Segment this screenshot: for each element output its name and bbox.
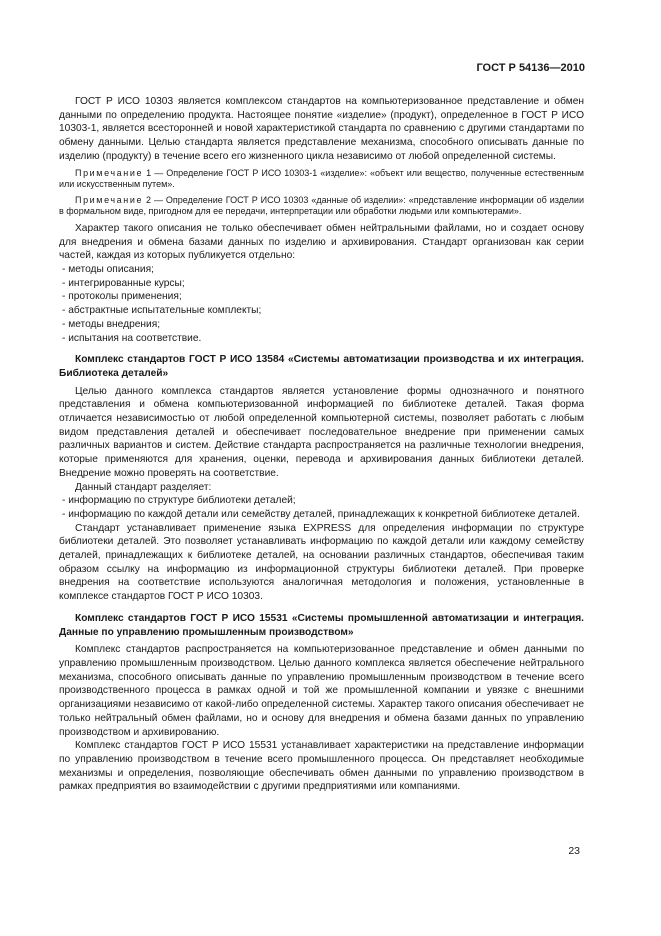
list-item: - интегрированные курсы; bbox=[62, 277, 185, 289]
page-number: 23 bbox=[568, 845, 580, 857]
section-heading-13584: Комплекс стандартов ГОСТ Р ИСО 13584 «Системы автоматизации производства и их интеграция. Библиотека деталей» bbox=[59, 354, 584, 379]
section-heading-15531: Комплекс стандартов ГОСТ Р ИСО 15531 «Системы промышленной автоматизации и интеграция. Данные по управлению промышленным производством» bbox=[59, 612, 584, 638]
paragraph-purpose: Целью данного комплекса стандартов является установление формы однозначного и понятного представления и обмена компьютеризованной информацией по библиотеке деталей. Такая форма отличается независимостью от любой определенной компьютерной системы, позволяет работать с любым видом представления деталей и обеспечивает последовательное внедрение при применении самых различных вариантов и систем. Действие стандарта распространяется на различные технологии внедрения, которые применяются для хранения, оценки, перевода и архивирования данных библиотеки деталей. Внедрение можно проверять на соответствие. bbox=[59, 385, 584, 479]
paragraph-express: Стандарт устанавливает применение языка EXPRESS для определения информации по структуре библиотеки деталей. Это позволяет устанавливать информацию по каждой детали или каждому семейству деталей, принадлежащих к библиотеке деталей, на основании различных стандартов, обеспечивая таким образом ссылку на информацию из информационной структуры библиотеки деталей. При проверке внедрения на соответствие используются аналогичная методология и положения, установленные в комплексе стандартов ГОСТ Р ИСО 10303. bbox=[59, 522, 584, 603]
paragraph-scope: Комплекс стандартов распространяется на компьютеризованное представление и обмен данными по управлению промышленным производством. Целью данного комплекса является обеспечение нейтрального механизма, способного описывать данные по управлению промышленным производством в течение всего производственного процесса в рамках одной и той же промышленной компании и увязке с внешними организациями независимо от какой-либо определенной системы. Характер такого описания обеспечивает не только нейтральный обмен файлами, но и основу для внедрения и обмена базами данных по управлению производством и архивированию. bbox=[59, 644, 584, 738]
standard-code: ГОСТ Р 54136—2010 bbox=[476, 62, 585, 74]
divides-list bbox=[59, 494, 584, 521]
list-item: - протоколы применения; bbox=[62, 291, 182, 303]
paragraph-intro: ГОСТ Р ИСО 10303 является комплексом стандартов на компьютеризованное представление и обмен данными по определению продукта. Настоящее понятие «изделие» (продукт), определенное в ГОСТ Р ИСО 10303-1, является всесторонней и новой характеристикой стандарта по сравнению с другими стандартами по обмену данными. Целью стандарта является представление механизма, способного описывать данные по изделию (продукту) в течение всего его жизненного цикла независимо от любой определенной системы. bbox=[59, 96, 584, 162]
paragraph-description: Характер такого описания не только обеспечивает обмен нейтральными файлами, но и создает основу для внедрения и обмена базами данных по изделию и архивирования. Стандарт организован как серии частей, каждая из которых публикуется отдельно: bbox=[59, 222, 584, 262]
paragraph-divides: Данный стандарт разделяет: bbox=[75, 481, 212, 493]
document-body bbox=[59, 95, 584, 794]
note-2-text: 2 — Определение ГОСТ Р ИСО 10303 «данные об изделии»: «представление информации об изделии в формальном виде, пригодном для ее передачи, интерпретации или обработки людьми или компьютерами». bbox=[59, 194, 584, 217]
list-item: - информацию по структуре библиотеки деталей; bbox=[62, 495, 296, 507]
list-item: - информацию по каждой детали или семейству деталей, принадлежащих к конкретной библиотеке деталей. bbox=[62, 508, 580, 520]
note-2-label: Примечание bbox=[75, 194, 144, 205]
note-1 bbox=[59, 168, 584, 191]
list-item: - методы описания; bbox=[62, 264, 154, 275]
note-1-label: Примечание bbox=[75, 167, 144, 178]
list-item: - абстрактные испытательные комплекты; bbox=[62, 305, 262, 317]
note-2 bbox=[59, 195, 584, 218]
paragraph-characteristics: Комплекс стандартов ГОСТ Р ИСО 15531 устанавливает характеристики на представление информации по управлению производством в течение всего промышленного процесса. Он представляет необходимые механизмы и определения, позволяющие обеспечивать обмен данными по управлению производством в рамках предприятия во взаимодействии с другими предприятиями или компаниями. bbox=[59, 740, 584, 793]
list-item: - методы внедрения; bbox=[62, 318, 161, 330]
list-item: - испытания на соответствие. bbox=[62, 332, 202, 344]
parts-list bbox=[59, 263, 584, 345]
note-1-text: 1 — Определение ГОСТ Р ИСО 10303-1 «изделие»: «объект или вещество, полученные естественным или искусственным путем». bbox=[59, 167, 584, 190]
